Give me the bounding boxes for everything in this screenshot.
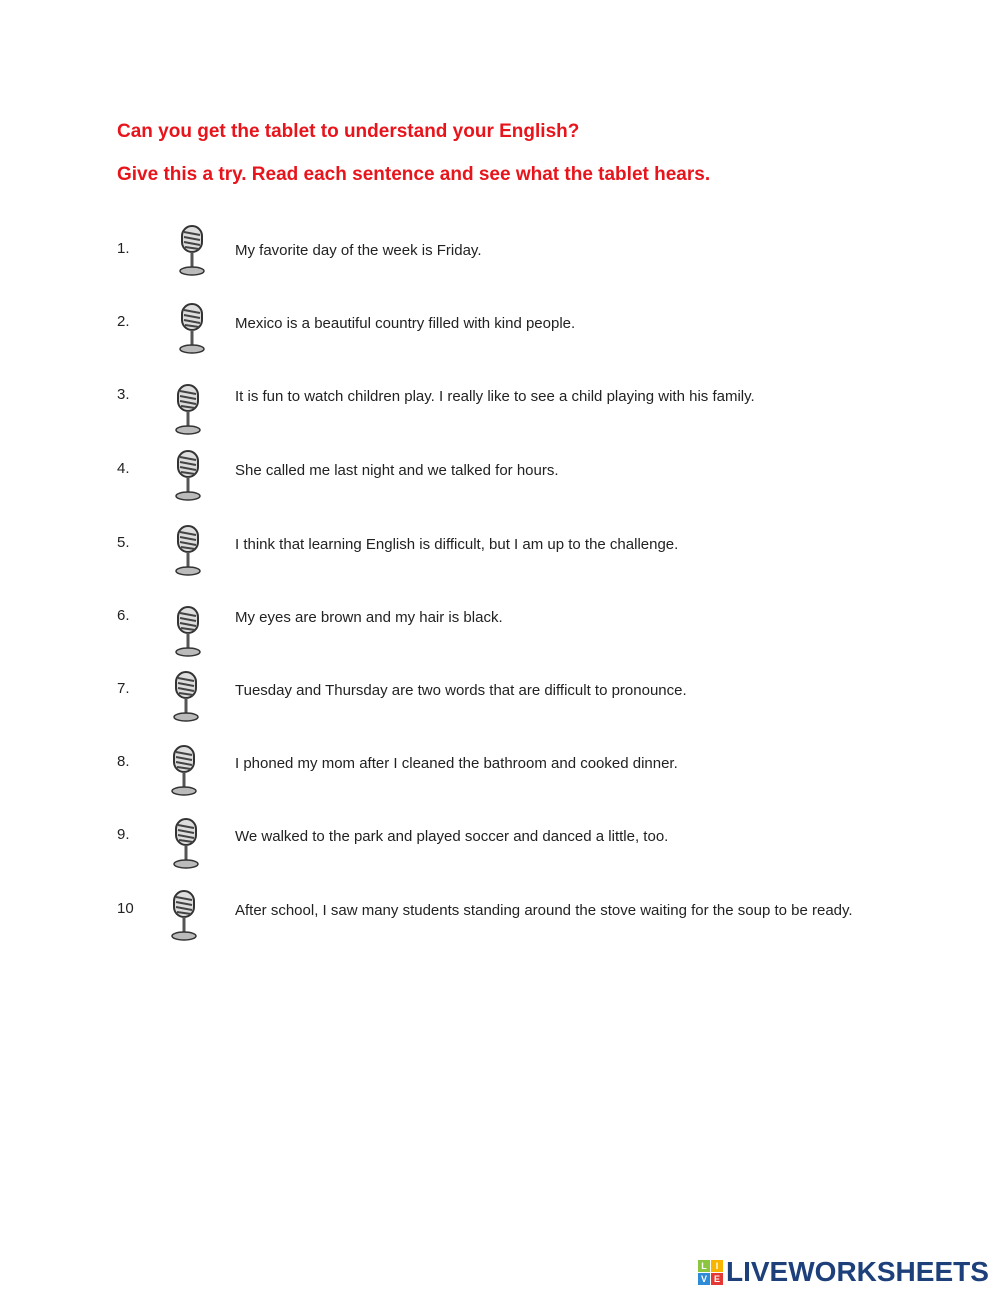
- sentence-text: After school, I saw many students standing around the stove waiting for the soup to be ready.: [235, 902, 853, 919]
- microphone-icon[interactable]: [166, 670, 206, 724]
- item-number: 5.: [117, 534, 130, 551]
- microphone-icon[interactable]: [168, 524, 208, 578]
- microphone-icon[interactable]: [166, 817, 206, 871]
- item-number: 3.: [117, 386, 130, 403]
- item-number: 7.: [117, 680, 130, 697]
- item-number: 2.: [117, 313, 130, 330]
- microphone-icon[interactable]: [168, 449, 208, 503]
- sentence-text: We walked to the park and played soccer and danced a little, too.: [235, 828, 669, 845]
- instruction-subtitle: Give this a try. Read each sentence and see what the tablet hears.: [117, 164, 711, 185]
- sentence-text: My favorite day of the week is Friday.: [235, 242, 482, 259]
- microphone-icon[interactable]: [172, 302, 212, 356]
- instruction-title: Can you get the tablet to understand your English?: [117, 121, 580, 142]
- logo-blocks-icon: L I V E: [698, 1260, 723, 1285]
- logo-text: LIVEWORKSHEETS: [726, 1256, 989, 1287]
- microphone-icon[interactable]: [164, 744, 204, 798]
- item-number: 4.: [117, 460, 130, 477]
- microphone-icon[interactable]: [168, 605, 208, 659]
- item-number: 9.: [117, 826, 130, 843]
- sentence-text: I think that learning English is difficult, but I am up to the challenge.: [235, 536, 679, 553]
- item-number: 10: [117, 900, 134, 917]
- sentence-text: It is fun to watch children play. I really like to see a child playing with his family.: [235, 388, 755, 405]
- sentence-text: I phoned my mom after I cleaned the bathroom and cooked dinner.: [235, 755, 678, 772]
- liveworksheets-logo: [698, 1256, 989, 1288]
- item-number: 8.: [117, 753, 130, 770]
- sentence-text: Tuesday and Thursday are two words that are difficult to pronounce.: [235, 682, 687, 699]
- microphone-icon[interactable]: [172, 224, 212, 278]
- item-number: 1.: [117, 240, 130, 257]
- microphone-icon[interactable]: [168, 383, 208, 437]
- sentence-text: My eyes are brown and my hair is black.: [235, 609, 503, 626]
- sentence-text: Mexico is a beautiful country filled with kind people.: [235, 315, 576, 332]
- sentence-text: She called me last night and we talked for hours.: [235, 462, 559, 479]
- item-number: 6.: [117, 607, 130, 624]
- microphone-icon[interactable]: [164, 889, 204, 943]
